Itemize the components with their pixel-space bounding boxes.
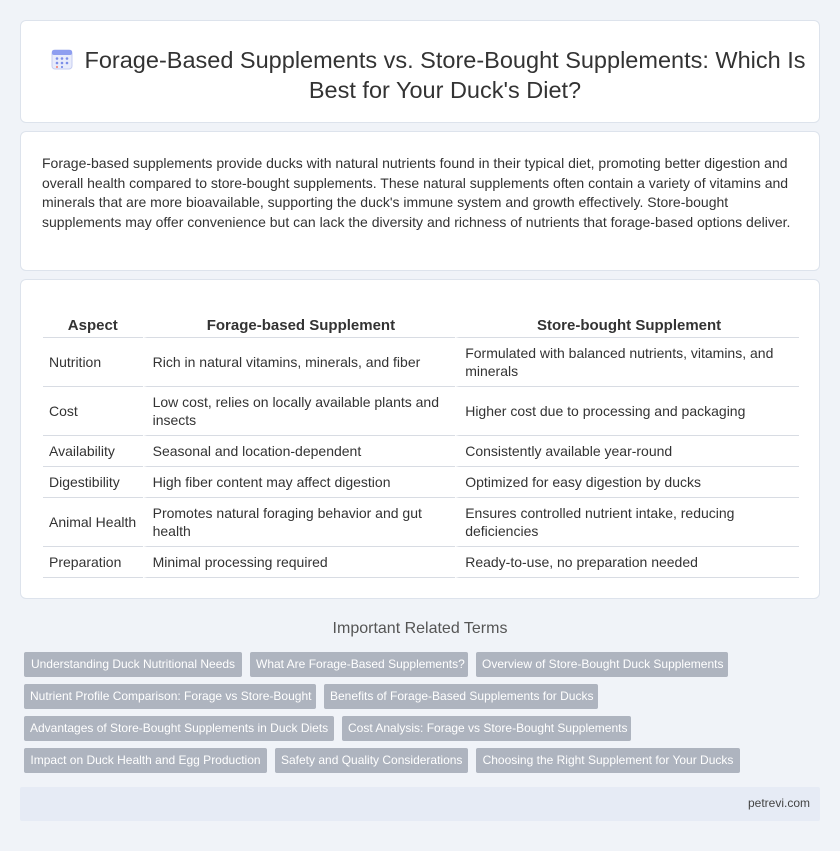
related-tag[interactable]: Benefits of Forage-Based Supplements for Ducks (324, 684, 598, 709)
row-aspect: Digestibility (43, 467, 143, 498)
row-store: Higher cost due to processing and packaging (455, 387, 799, 436)
header-aspect: Aspect (43, 314, 143, 338)
row-forage: Minimal processing required (143, 547, 456, 578)
row-aspect: Availability (43, 436, 143, 467)
related-tag[interactable]: Safety and Quality Considerations (275, 748, 468, 773)
table-row (43, 387, 799, 436)
row-forage: Low cost, relies on locally available plants and insects (143, 387, 456, 436)
header-forage: Forage-based Supplement (143, 314, 456, 338)
comparison-table (43, 314, 799, 578)
row-forage: Rich in natural vitamins, minerals, and fiber (143, 338, 456, 387)
intro-card (20, 131, 820, 271)
related-tag[interactable]: Overview of Store-Bought Duck Supplements (476, 652, 728, 677)
related-tag[interactable]: Nutrient Profile Comparison: Forage vs Store-Bought (24, 684, 316, 709)
header-store: Store-bought Supplement (455, 314, 799, 338)
table-row (43, 547, 799, 578)
row-store: Formulated with balanced nutrients, vitamins, and minerals (455, 338, 799, 387)
row-aspect: Nutrition (43, 338, 143, 387)
related-tag[interactable]: Cost Analysis: Forage vs Store-Bought Supplements (342, 716, 631, 741)
related-tag[interactable]: Advantages of Store-Bought Supplements in Duck Diets (24, 716, 334, 741)
row-store: Ready-to-use, no preparation needed (455, 547, 799, 578)
table-row (43, 436, 799, 467)
related-tag[interactable]: What Are Forage-Based Supplements? (250, 652, 468, 677)
row-store: Optimized for easy digestion by ducks (455, 467, 799, 498)
row-forage: Seasonal and location-dependent (143, 436, 456, 467)
footer-site[interactable]: petrevi.com (747, 796, 810, 810)
row-store: Consistently available year-round (455, 436, 799, 467)
related-terms-heading: Important Related Terms (332, 620, 508, 637)
row-forage: Promotes natural foraging behavior and gut health (143, 498, 456, 547)
comparison-card (20, 279, 820, 599)
related-tag[interactable]: Choosing the Right Supplement for Your Ducks (476, 748, 740, 773)
related-tag[interactable]: Understanding Duck Nutritional Needs (24, 652, 242, 677)
page-title: Forage-Based Supplements vs. Store-Bought Supplements: Which Is Best for Your Duck's Diet? (84, 47, 806, 103)
calendar-icon (51, 48, 73, 70)
title-card (20, 20, 820, 123)
intro-paragraph: Forage-based supplements provide ducks with natural nutrients found in their typical diet, promoting better digestion and overall health compared to store-bought supplements. These natural supplements often contain a variety of vitamins and minerals that are more bioavailable, supporting the duck's immune system and growth effectively. Store-bought supplements may offer convenience but can lack the diversity and richness of nutrients that forage-based options deliver. (42, 155, 791, 230)
row-store: Ensures controlled nutrient intake, reducing deficiencies (455, 498, 799, 547)
row-aspect: Preparation (43, 547, 143, 578)
table-header-row (43, 314, 799, 338)
row-forage: High fiber content may affect digestion (143, 467, 456, 498)
row-aspect: Cost (43, 387, 143, 436)
row-aspect: Animal Health (43, 498, 143, 547)
table-row (43, 498, 799, 547)
table-row (43, 467, 799, 498)
table-row (43, 338, 799, 387)
related-tag[interactable]: Impact on Duck Health and Egg Production (24, 748, 267, 773)
footer (20, 787, 820, 821)
